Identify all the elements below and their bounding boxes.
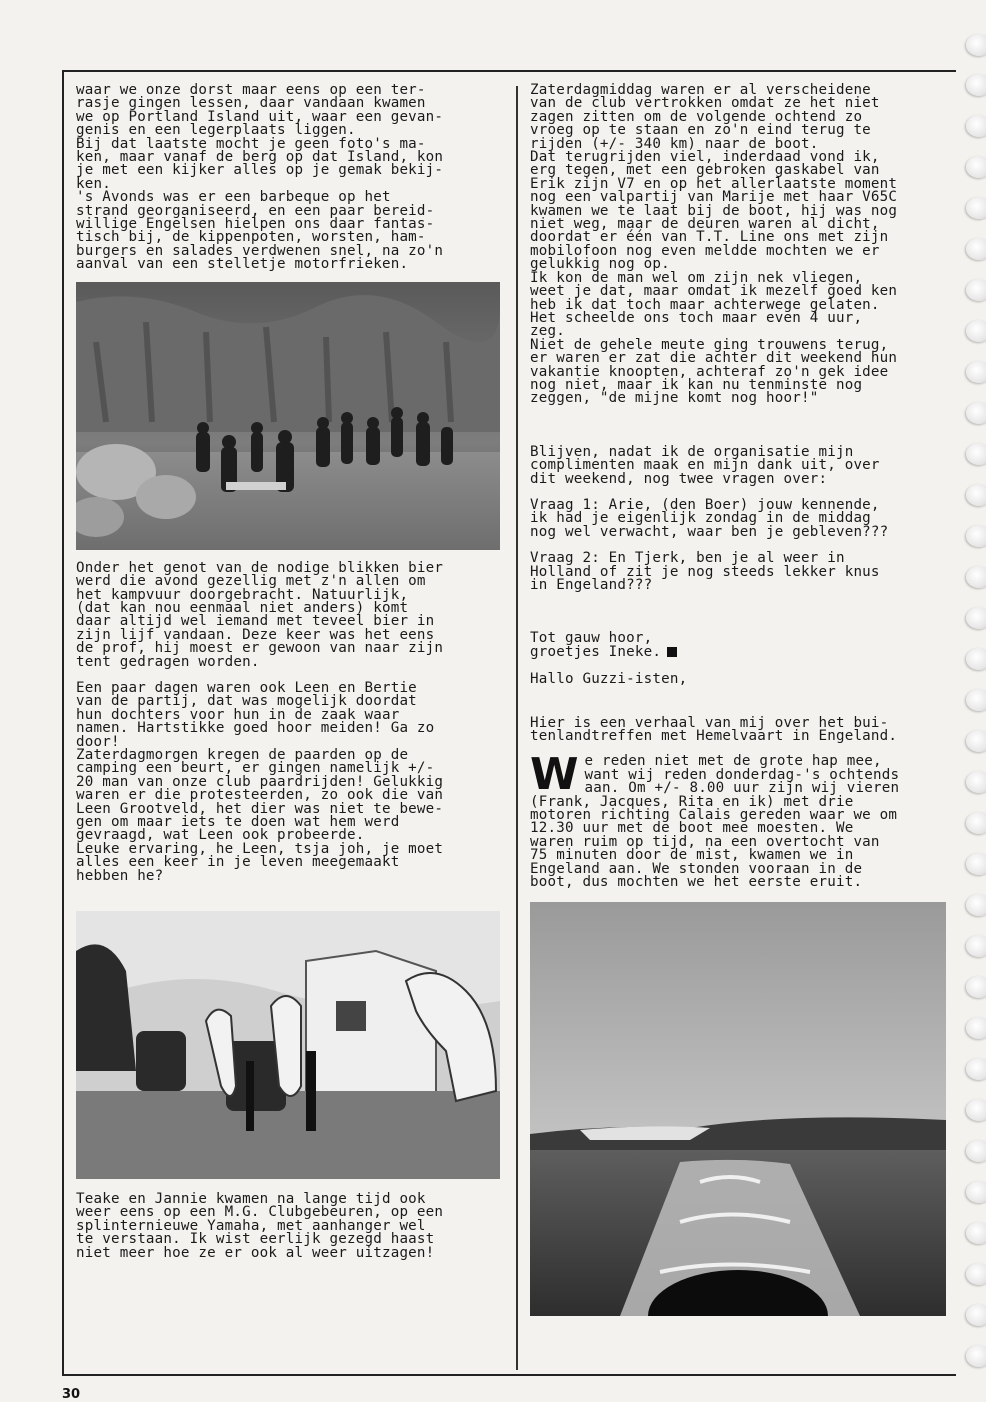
binding-ring-icon (966, 34, 986, 56)
left-paragraph-4: Teake en Jannie kwamen na lange tijd ook weer eens op een M.G. Clubgebeuren, op een splinternieuwe Yamaha, met aanhanger wel te verstaan. Ik wist eerlijk gezegd haast niet meer hoe ze er ook al weer uitzagen! (76, 1191, 444, 1261)
signoff-line-1: Tot gauw hoor, (530, 630, 653, 647)
binding-ring-icon (966, 894, 986, 916)
horses-camping-photo (76, 911, 500, 1179)
ferry-wake-photo (530, 902, 946, 1316)
left-column (76, 84, 504, 1260)
binding-ring-icon (966, 1140, 986, 1162)
beach-barbecue-photo (76, 282, 500, 550)
binding-ring-icon (966, 238, 986, 260)
spiral-binding (960, 20, 986, 1390)
binding-ring-icon (966, 730, 986, 752)
binding-ring-icon (966, 689, 986, 711)
signoff-line-2 (530, 643, 950, 660)
binding-ring-icon (966, 1263, 986, 1285)
column-divider (516, 86, 518, 1370)
binding-ring-icon (966, 812, 986, 834)
binding-ring-icon (966, 648, 986, 670)
binding-ring-icon (966, 935, 986, 957)
left-paragraph-3: Een paar dagen waren ook Leen en Bertie van de partij, dat was mogelijk doordat hun dochters voor hun in de zaak waar namen. Hartstikke goed hoor meiden! Ga zo door! Zaterdagmorgen kregen de paarden op de camping een beurt, er gingen namelijk +/- 20 man van onze club paardrijden! Gelukkig waren er die protesteerden, zo ook die van Leen Grootveld, het dier was niet te bewe- gen om maar iets te doen wat hem werd gevraagd, wat Leen ook probeerde. Leuke ervaring, he Leen, tsja joh, je moet alles een keer in je leven meegemaakt hebben he? (76, 679, 444, 884)
binding-ring-icon (966, 1304, 986, 1326)
binding-ring-icon (966, 1058, 986, 1080)
story-block (530, 749, 950, 891)
binding-ring-icon (966, 1017, 986, 1039)
binding-ring-icon (966, 1099, 986, 1121)
binding-ring-icon (966, 1222, 986, 1244)
binding-ring-icon (966, 279, 986, 301)
drop-cap: W (530, 749, 579, 801)
page-number: 30 (62, 1387, 81, 1402)
right-column (530, 84, 950, 1316)
intro-paragraph: Hier is een verhaal van mij over het bui- tenlandtreffen met Hemelvaart in Engeland. (530, 714, 898, 745)
binding-ring-icon (966, 1345, 986, 1367)
binding-ring-icon (966, 443, 986, 465)
right-paragraph-3: Vraag 1: Arie, (den Boer) jouw kennende, ik had je eigenlijk zondag in de middag nog wel verwacht, waar ben je gebleven??? (530, 496, 889, 540)
right-paragraph-4: Vraag 2: En Tjerk, ben je al weer in Holland of zit je nog steeds lekker knus in Engeland??? (530, 550, 880, 593)
binding-ring-icon (966, 320, 986, 342)
binding-ring-icon (966, 566, 986, 588)
binding-ring-icon (966, 156, 986, 178)
binding-ring-icon (966, 525, 986, 547)
binding-ring-icon (966, 197, 986, 219)
binding-ring-icon (966, 74, 986, 96)
end-mark-icon (667, 647, 677, 657)
left-paragraph-1: waar we onze dorst maar eens op een ter- rasje gingen lessen, daar vandaan kwamen we op Portland Island uit, waar een gevan- genis en een legerplaats liggen. Bij dat laatste mocht je geen foto's ma- ken, maar vanaf de berg op dat Island, kon je met een kijker alles op je gemak bekij- ken. 's Avonds was er een barbeque op het strand georganiseerd, en een paar bereid- willige Engelsen hielpen ons daar fantas- tisch bij, de kippenpoten, worsten, ham- burgers en salades verdwenen snel, na zo'n aanval van een stelletje motorfrieken. (76, 82, 444, 273)
binding-ring-icon (966, 484, 986, 506)
right-paragraph-1: Zaterdagmiddag waren er al verscheidene van de club vertrokken omdat ze het niet zagen zitten om de volgende ochtend zo vroeg op te staan en zo'n eind terug te rijden (+/- 340 km) naar de boot. Dat terugrijden viel, inderdaad vond ik, erg tegen, met een gebroken gaskabel van Erik zijn V7 en op het allerlaatste moment nog een valpartij van Marije met haar V65C kwamen we te laat bij de boot, hij was nog niet weg, maar de deuren waren al dicht, doordat er één van T.T. Line ons met zijn mobilofoon nog even meldde mochten we er gelukkig nog op. Ik kon de man wel om zijn nek vliegen, weet je dat, maar omdat ik mezelf goed ken heb ik dat toch maar achterwege gelaten. Het scheelde ons toch maar even 4 uur, zeg. Niet de gehele meute ging trouwens terug, er waren er zat die achter dit weekend hun vakantie knoopten, achteraf zo'n gek idee nog niet, maar ik kan nu tenminste nog zeggen, "de mijne komt nog hoor!" (530, 82, 898, 407)
binding-ring-icon (966, 115, 986, 137)
binding-ring-icon (966, 402, 986, 424)
binding-ring-icon (966, 853, 986, 875)
story-paragraph: e reden niet met de grote hap mee, want wij reden donderdag-'s ochtends aan. Om +/- 8.00 uur zijn wij vieren (Frank, Jacques, Rita en ik) met drie motoren richting Calais gereden waar we om 12.30 uur met de boot mee moesten. We waren ruim op tijd, na een overtocht van 75 minuten door de mist, kwamen we in Engeland aan. We stonden vooraan in de boot, dus mochten we het eerste eruit. (530, 753, 900, 891)
left-paragraph-2: Onder het genot van de nodige blikken bier werd die avond gezellig met z'n allen om het kampvuur doorgebracht. Natuurlijk, (dat kan nou eenmaal niet anders) komt daar altijd wel iemand met teveel bier in zijn lijf vandaan. Deze keer was het eens de prof, hij moest er gewoon van naar zijn tent gedragen worden. (76, 559, 444, 670)
signoff-name: groetjes Ineke. (530, 643, 662, 660)
binding-ring-icon (966, 976, 986, 998)
binding-ring-icon (966, 1181, 986, 1203)
right-paragraph-2: Blijven, nadat ik de organisatie mijn complimenten maak en mijn dank uit, over dit weekend, nog twee vragen over: (530, 443, 880, 487)
binding-ring-icon (966, 361, 986, 383)
binding-ring-icon (966, 771, 986, 793)
greeting: Hallo Guzzi-isten, (530, 671, 688, 688)
binding-ring-icon (966, 607, 986, 629)
